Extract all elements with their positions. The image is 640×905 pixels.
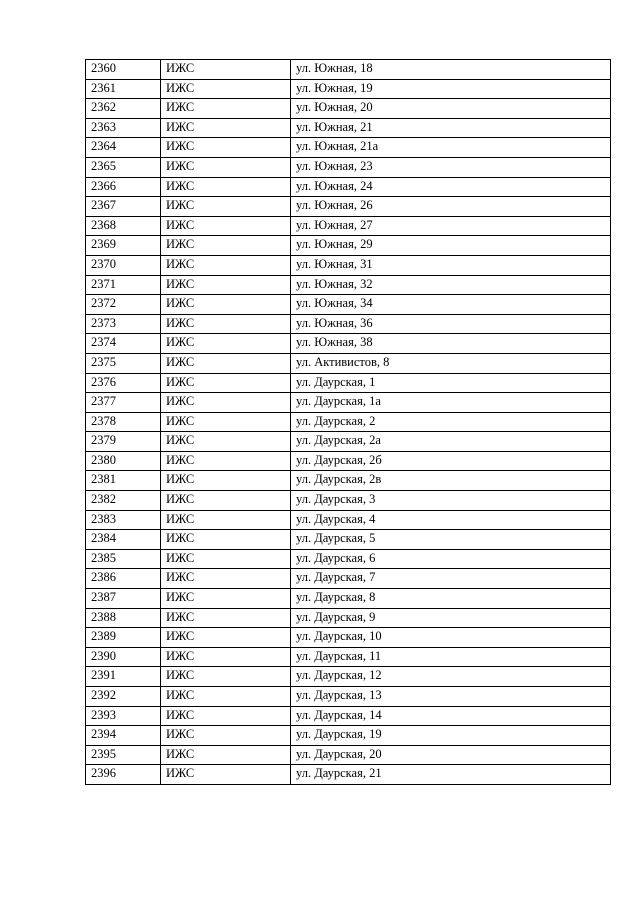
building-type-cell: ИЖС	[161, 197, 291, 217]
address-cell: ул. Даурская, 5	[291, 530, 611, 550]
row-number-cell: 2392	[86, 687, 161, 707]
row-number-cell: 2361	[86, 79, 161, 99]
row-number-cell: 2369	[86, 236, 161, 256]
address-cell: ул. Южная, 23	[291, 157, 611, 177]
row-number-cell: 2385	[86, 549, 161, 569]
address-cell: ул. Даурская, 2б	[291, 451, 611, 471]
row-number-cell: 2394	[86, 726, 161, 746]
row-number-cell: 2389	[86, 628, 161, 648]
address-cell: ул. Южная, 31	[291, 255, 611, 275]
table-row	[86, 451, 611, 471]
address-cell: ул. Даурская, 10	[291, 628, 611, 648]
row-number-cell: 2368	[86, 216, 161, 236]
table-row	[86, 373, 611, 393]
building-type-cell: ИЖС	[161, 275, 291, 295]
table-row	[86, 726, 611, 746]
row-number-cell: 2384	[86, 530, 161, 550]
table-row	[86, 491, 611, 511]
address-cell: ул. Даурская, 1а	[291, 393, 611, 413]
table-row	[86, 471, 611, 491]
table-row	[86, 60, 611, 80]
address-cell: ул. Даурская, 13	[291, 687, 611, 707]
row-number-cell: 2396	[86, 765, 161, 785]
address-cell: ул. Южная, 20	[291, 99, 611, 119]
address-cell: ул. Даурская, 2в	[291, 471, 611, 491]
row-number-cell: 2366	[86, 177, 161, 197]
building-type-cell: ИЖС	[161, 79, 291, 99]
building-type-cell: ИЖС	[161, 628, 291, 648]
address-cell: ул. Южная, 18	[291, 60, 611, 80]
row-number-cell: 2391	[86, 667, 161, 687]
address-cell: ул. Южная, 32	[291, 275, 611, 295]
building-type-cell: ИЖС	[161, 393, 291, 413]
address-cell: ул. Даурская, 14	[291, 706, 611, 726]
table-row	[86, 687, 611, 707]
address-cell: ул. Даурская, 19	[291, 726, 611, 746]
address-cell: ул. Даурская, 21	[291, 765, 611, 785]
address-cell: ул. Южная, 29	[291, 236, 611, 256]
table-row	[86, 628, 611, 648]
table-row	[86, 353, 611, 373]
row-number-cell: 2380	[86, 451, 161, 471]
building-type-cell: ИЖС	[161, 510, 291, 530]
table-row	[86, 157, 611, 177]
row-number-cell: 2372	[86, 295, 161, 315]
building-type-cell: ИЖС	[161, 491, 291, 511]
building-type-cell: ИЖС	[161, 334, 291, 354]
building-type-cell: ИЖС	[161, 412, 291, 432]
address-cell: ул. Даурская, 11	[291, 647, 611, 667]
table-row	[86, 255, 611, 275]
row-number-cell: 2387	[86, 589, 161, 609]
table-row	[86, 667, 611, 687]
row-number-cell: 2373	[86, 314, 161, 334]
address-cell: ул. Южная, 26	[291, 197, 611, 217]
address-cell: ул. Южная, 38	[291, 334, 611, 354]
building-type-cell: ИЖС	[161, 589, 291, 609]
building-type-cell: ИЖС	[161, 569, 291, 589]
address-cell: ул. Даурская, 2а	[291, 432, 611, 452]
building-type-cell: ИЖС	[161, 138, 291, 158]
row-number-cell: 2381	[86, 471, 161, 491]
row-number-cell: 2363	[86, 118, 161, 138]
row-number-cell: 2375	[86, 353, 161, 373]
table-row	[86, 177, 611, 197]
address-table-body	[86, 60, 611, 785]
row-number-cell: 2378	[86, 412, 161, 432]
building-type-cell: ИЖС	[161, 451, 291, 471]
address-cell: ул. Даурская, 4	[291, 510, 611, 530]
building-type-cell: ИЖС	[161, 353, 291, 373]
row-number-cell: 2370	[86, 255, 161, 275]
table-row	[86, 432, 611, 452]
address-cell: ул. Южная, 19	[291, 79, 611, 99]
building-type-cell: ИЖС	[161, 373, 291, 393]
table-row	[86, 216, 611, 236]
row-number-cell: 2379	[86, 432, 161, 452]
building-type-cell: ИЖС	[161, 314, 291, 334]
row-number-cell: 2371	[86, 275, 161, 295]
table-row	[86, 197, 611, 217]
address-cell: ул. Даурская, 7	[291, 569, 611, 589]
table-row	[86, 569, 611, 589]
building-type-cell: ИЖС	[161, 99, 291, 119]
address-cell: ул. Даурская, 3	[291, 491, 611, 511]
address-cell: ул. Даурская, 12	[291, 667, 611, 687]
building-type-cell: ИЖС	[161, 667, 291, 687]
building-type-cell: ИЖС	[161, 706, 291, 726]
row-number-cell: 2383	[86, 510, 161, 530]
table-row	[86, 745, 611, 765]
address-cell: ул. Южная, 24	[291, 177, 611, 197]
address-cell: ул. Южная, 36	[291, 314, 611, 334]
table-row	[86, 334, 611, 354]
table-row	[86, 510, 611, 530]
address-cell: ул. Даурская, 6	[291, 549, 611, 569]
table-row	[86, 412, 611, 432]
table-row	[86, 314, 611, 334]
row-number-cell: 2376	[86, 373, 161, 393]
row-number-cell: 2390	[86, 647, 161, 667]
row-number-cell: 2393	[86, 706, 161, 726]
building-type-cell: ИЖС	[161, 745, 291, 765]
table-row	[86, 275, 611, 295]
building-type-cell: ИЖС	[161, 60, 291, 80]
table-row	[86, 530, 611, 550]
table-row	[86, 393, 611, 413]
table-row	[86, 99, 611, 119]
building-type-cell: ИЖС	[161, 549, 291, 569]
table-row	[86, 138, 611, 158]
address-cell: ул. Даурская, 9	[291, 608, 611, 628]
building-type-cell: ИЖС	[161, 177, 291, 197]
table-row	[86, 765, 611, 785]
row-number-cell: 2362	[86, 99, 161, 119]
row-number-cell: 2365	[86, 157, 161, 177]
building-type-cell: ИЖС	[161, 118, 291, 138]
building-type-cell: ИЖС	[161, 608, 291, 628]
building-type-cell: ИЖС	[161, 765, 291, 785]
building-type-cell: ИЖС	[161, 432, 291, 452]
table-row	[86, 236, 611, 256]
building-type-cell: ИЖС	[161, 647, 291, 667]
address-cell: ул. Даурская, 20	[291, 745, 611, 765]
building-type-cell: ИЖС	[161, 216, 291, 236]
address-cell: ул. Южная, 21а	[291, 138, 611, 158]
address-cell: ул. Южная, 27	[291, 216, 611, 236]
table-row	[86, 589, 611, 609]
address-cell: ул. Южная, 34	[291, 295, 611, 315]
building-type-cell: ИЖС	[161, 255, 291, 275]
address-cell: ул. Даурская, 2	[291, 412, 611, 432]
address-table	[85, 59, 611, 785]
row-number-cell: 2367	[86, 197, 161, 217]
table-row	[86, 706, 611, 726]
table-row	[86, 79, 611, 99]
building-type-cell: ИЖС	[161, 157, 291, 177]
row-number-cell: 2395	[86, 745, 161, 765]
building-type-cell: ИЖС	[161, 471, 291, 491]
table-row	[86, 608, 611, 628]
address-cell: ул. Даурская, 1	[291, 373, 611, 393]
building-type-cell: ИЖС	[161, 236, 291, 256]
row-number-cell: 2360	[86, 60, 161, 80]
building-type-cell: ИЖС	[161, 530, 291, 550]
building-type-cell: ИЖС	[161, 295, 291, 315]
row-number-cell: 2382	[86, 491, 161, 511]
address-cell: ул. Южная, 21	[291, 118, 611, 138]
table-row	[86, 118, 611, 138]
building-type-cell: ИЖС	[161, 726, 291, 746]
table-row	[86, 647, 611, 667]
row-number-cell: 2377	[86, 393, 161, 413]
table-row	[86, 549, 611, 569]
row-number-cell: 2386	[86, 569, 161, 589]
table-row	[86, 295, 611, 315]
row-number-cell: 2374	[86, 334, 161, 354]
address-cell: ул. Даурская, 8	[291, 589, 611, 609]
address-cell: ул. Активистов, 8	[291, 353, 611, 373]
row-number-cell: 2388	[86, 608, 161, 628]
row-number-cell: 2364	[86, 138, 161, 158]
building-type-cell: ИЖС	[161, 687, 291, 707]
